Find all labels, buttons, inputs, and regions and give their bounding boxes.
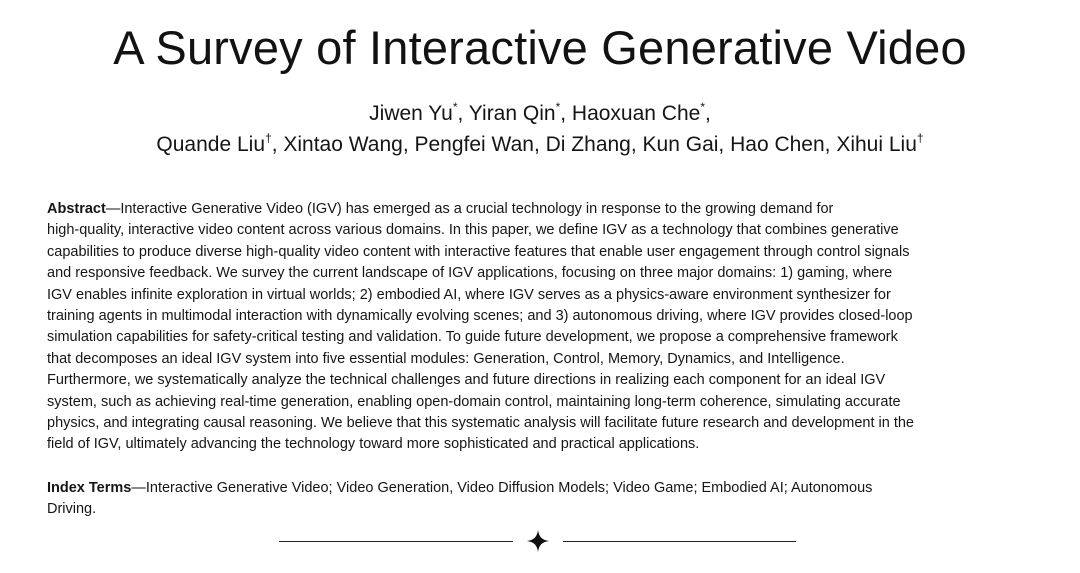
abstract-line: training agents in multimodal interaction with dynamically evolving scenes; and 3) autonomous driving, where IGV provides closed-loop <box>47 308 913 325</box>
paper-title: A Survey of Interactive Generative Video <box>113 21 967 74</box>
abstract-line: high-quality, interactive video content across various domains. In this paper, we define IGV as a technology that combines generative <box>47 222 899 239</box>
author-separator: , <box>457 102 469 125</box>
index-terms-line <box>47 478 1037 499</box>
author-name: Kun Gai <box>642 133 719 156</box>
abstract-label: Abstract <box>47 201 106 217</box>
author-mark: * <box>452 100 458 114</box>
author-separator: , <box>271 133 284 156</box>
four-point-star-icon <box>526 529 550 553</box>
section-divider-right <box>563 541 796 542</box>
author-name: Pengfei Wan <box>414 133 534 156</box>
author-separator: , <box>718 133 731 156</box>
author-line-1 <box>0 100 1080 128</box>
author-line-2 <box>0 131 1080 159</box>
author-mark: † <box>916 131 924 145</box>
author-name: Xintao Wang <box>283 133 403 156</box>
author-name: Di Zhang <box>545 133 631 156</box>
author-name: Haoxuan Che <box>571 102 701 125</box>
author-mark: * <box>555 100 561 114</box>
abstract-line: simulation capabilities for safety-critical testing and validation. To guide future development, we propose a comprehensive framework <box>47 329 898 346</box>
author-mark: * <box>700 100 705 114</box>
abstract-line <box>47 199 1037 220</box>
author-name: Xihui Liu <box>836 133 917 156</box>
index-terms-dash: — <box>131 480 146 496</box>
author-separator: , <box>824 133 837 156</box>
abstract-section <box>47 199 1037 456</box>
author-name: Hao Chen <box>730 133 825 156</box>
abstract-line: capabilities to produce diverse high-quality video content with interactive features that enable user engagement through control signals <box>47 243 910 260</box>
abstract-line: physics, and integrating causal reasoning. We believe that this systematic analysis will facilitate future research and development in the <box>47 415 914 432</box>
author-separator: , <box>402 133 415 156</box>
author-separator: , <box>560 102 572 125</box>
author-separator: , <box>630 133 643 156</box>
abstract-line: system, such as achieving real-time generation, enabling open-domain control, maintaining long-term coherence, simulating accurate <box>47 393 901 410</box>
abstract-dash: — <box>105 201 121 217</box>
index-terms-line: Driving. <box>47 501 97 518</box>
abstract-text: Interactive Generative Video (IGV) has emerged as a crucial technology in response to the growing demand for <box>120 201 834 217</box>
abstract-line: IGV enables infinite exploration in virtual worlds; 2) embodied AI, where IGV serves as a physics-aware environment synthesizer for <box>47 286 891 303</box>
author-mark: † <box>265 131 272 145</box>
author-separator: , <box>533 133 546 156</box>
index-terms-label: Index Terms <box>47 480 132 496</box>
index-terms-section <box>47 478 1037 521</box>
abstract-line: field of IGV, ultimately advancing the technology toward more sophisticated and practical applications. <box>47 436 700 453</box>
abstract-line: and responsive feedback. We survey the current landscape of IGV applications, focusing on three major domains: 1) gaming, where <box>47 265 893 282</box>
abstract-line: Furthermore, we systematically analyze the technical challenges and future directions in realizing each component for an ideal IGV <box>47 372 886 389</box>
abstract-line: that decomposes an ideal IGV system into five essential modules: Generation, Control, Memory, Dynamics, and Intelligence. <box>47 350 845 367</box>
author-name: Jiwen Yu <box>369 102 453 125</box>
index-terms-text: Interactive Generative Video; Video Generation, Video Diffusion Models; Video Game; Embodied AI; Autonomous <box>145 480 873 496</box>
author-name: Quande Liu <box>156 133 265 156</box>
author-separator: , <box>705 102 711 125</box>
author-name: Yiran Qin <box>468 102 556 125</box>
section-divider-left <box>279 541 513 542</box>
